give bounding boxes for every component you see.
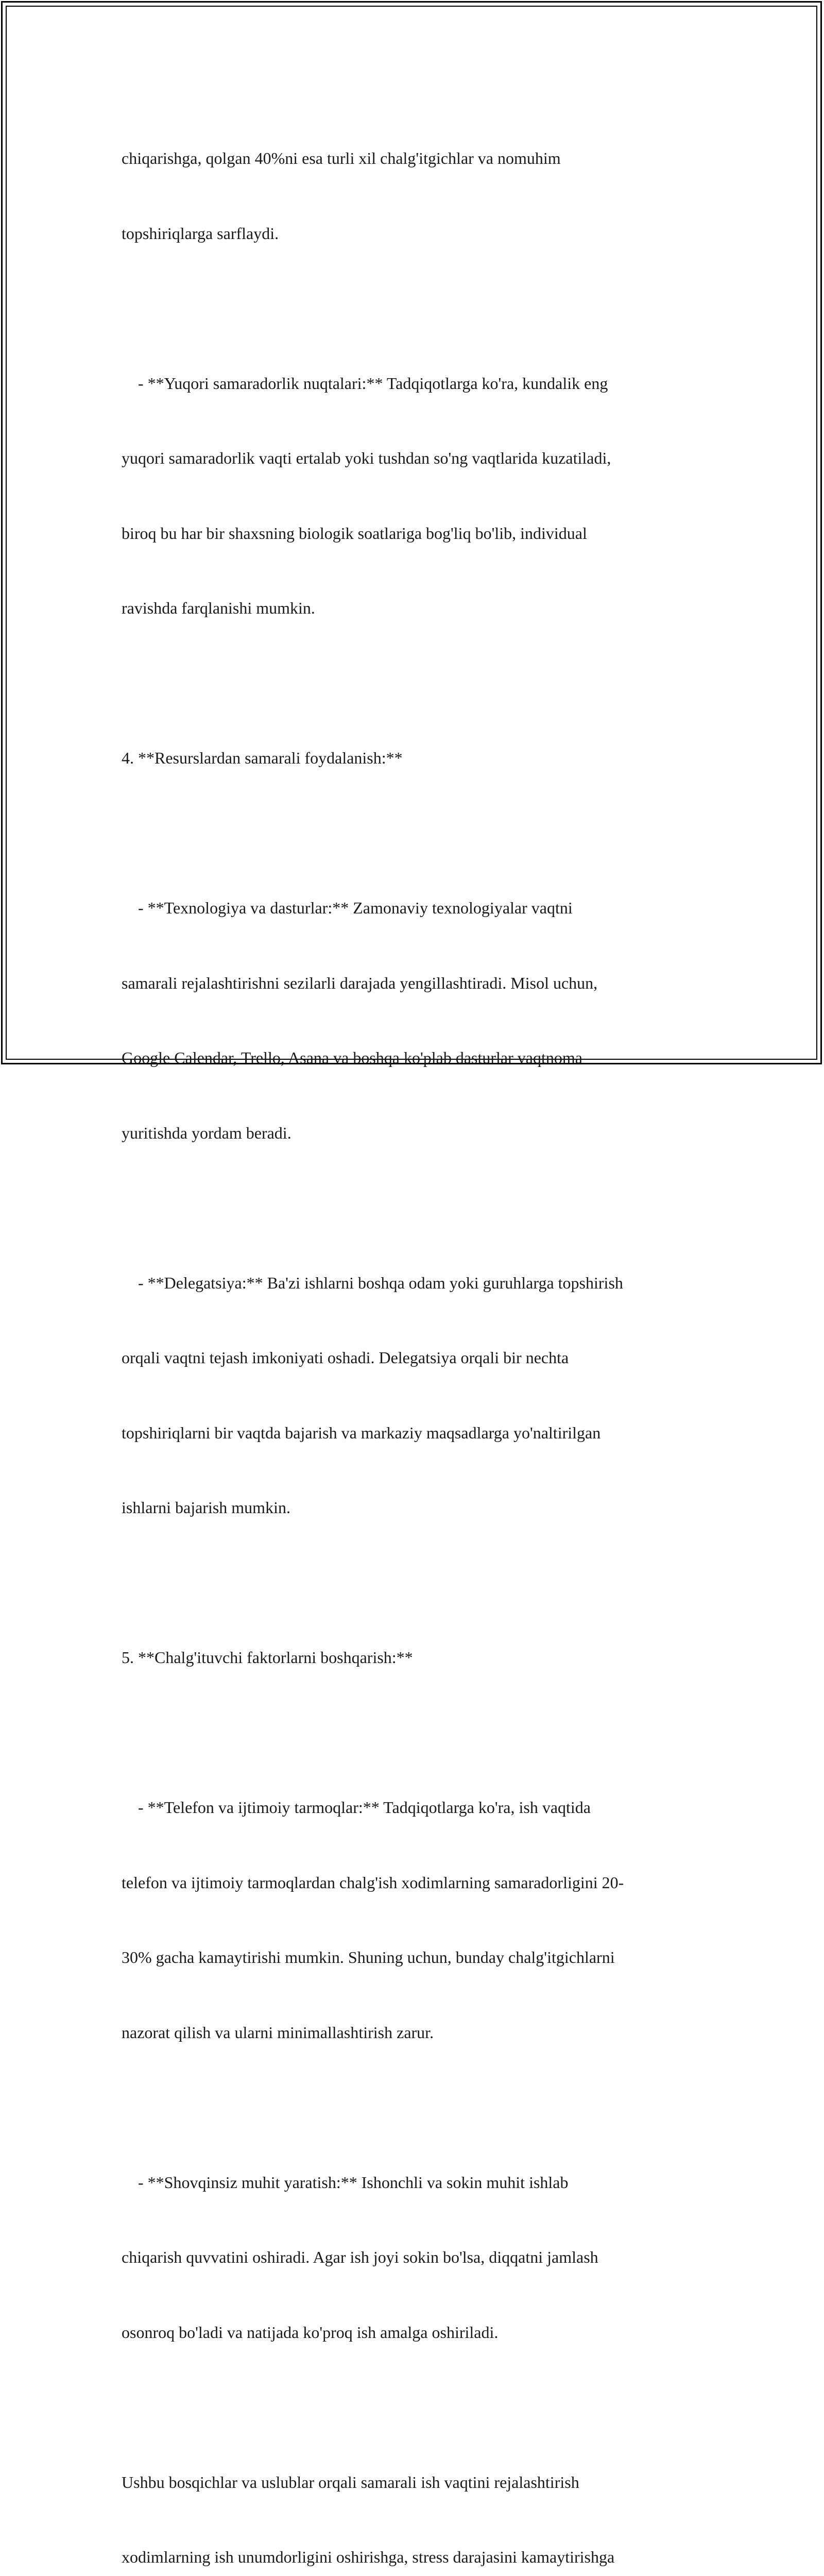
text-line: orqali vaqtni tejash imkoniyati oshadi. Delegatsiya orqali bir nechta <box>122 1345 709 1370</box>
text-line: samarali rejalashtirishni sezilarli darajada yengillashtiradi. Misol uchun, <box>122 971 709 996</box>
bullet-quiet-environment <box>122 2120 709 2395</box>
heading-4-resources <box>122 696 709 821</box>
text-line: - **Shovqinsiz muhit yaratish:** Ishonchli va sokin muhit ishlab <box>122 2170 709 2195</box>
text-line: - **Telefon va ijtimoiy tarmoqlar:** Tadqiqotlarga ko'ra, ish vaqtida <box>122 1795 709 1820</box>
text-line: ishlarni bajarish mumkin. <box>122 1495 709 1520</box>
text-line: topshiriqlarni bir vaqtda bajarish va markaziy maqsadlarga yo'naltirilgan <box>122 1420 709 1446</box>
text-line: 30% gacha kamaytirishi mumkin. Shuning uchun, bunday chalg'itgichlarni <box>122 1945 709 1970</box>
paragraph-continuation <box>122 96 709 296</box>
text-line: biroq bu har bir shaxsning biologik soatlariga bog'liq bo'lib, individual <box>122 521 709 546</box>
document-page <box>122 96 709 2576</box>
text-line: 4. **Resurslardan samarali foydalanish:** <box>122 745 709 771</box>
text-line: - **Delegatsiya:** Ba'zi ishlarni boshqa odam yoki guruhlarga topshirish <box>122 1270 709 1296</box>
text-line: chiqarishga, qolgan 40%ni esa turli xil chalg'itgichlar va nomuhim <box>122 146 709 171</box>
bullet-technology <box>122 845 709 1195</box>
text-line: Ushbu bosqichlar va uslublar orqali samarali ish vaqtini rejalashtirish <box>122 2470 709 2495</box>
bullet-phone-social <box>122 1745 709 2095</box>
text-line: osonroq bo'ladi va natijada ko'proq ish amalga oshiriladi. <box>122 2320 709 2345</box>
text-line: - **Yuqori samaradorlik nuqtalari:** Tadqiqotlarga ko'ra, kundalik eng <box>122 371 709 396</box>
bullet-delegation <box>122 1221 709 1570</box>
text-line: nazorat qilish va ularni minimallashtirish zarur. <box>122 2020 709 2045</box>
text-line: yuqori samaradorlik vaqti ertalab yoki tushdan so'ng vaqtlarida kuzatiladi, <box>122 446 709 471</box>
text-line: 5. **Chalg'ituvchi faktorlarni boshqarish:** <box>122 1645 709 1670</box>
text-line: - **Texnologiya va dasturlar:** Zamonaviy texnologiyalar vaqtni <box>122 895 709 921</box>
text-line: xodimlarning ish unumdorligini oshirishga, stress darajasini kamaytirishga <box>122 2545 709 2570</box>
bullet-peak-productivity <box>122 321 709 671</box>
text-line: ravishda farqlanishi mumkin. <box>122 596 709 621</box>
paragraph-conclusion <box>122 2420 709 2576</box>
text-line: topshiriqlarga sarflaydi. <box>122 221 709 246</box>
text-line: yuritishda yordam beradi. <box>122 1121 709 1146</box>
text-line: chiqarish quvvatini oshiradi. Agar ish joyi sokin bo'lsa, diqqatni jamlash <box>122 2245 709 2270</box>
text-line: telefon va ijtimoiy tarmoqlardan chalg'ish xodimlarning samaradorligini 20- <box>122 1870 709 1895</box>
heading-5-distractions <box>122 1595 709 1720</box>
text-line: Google Calendar, Trello, Asana va boshqa ko'plab dasturlar vaqtnoma <box>122 1045 709 1071</box>
